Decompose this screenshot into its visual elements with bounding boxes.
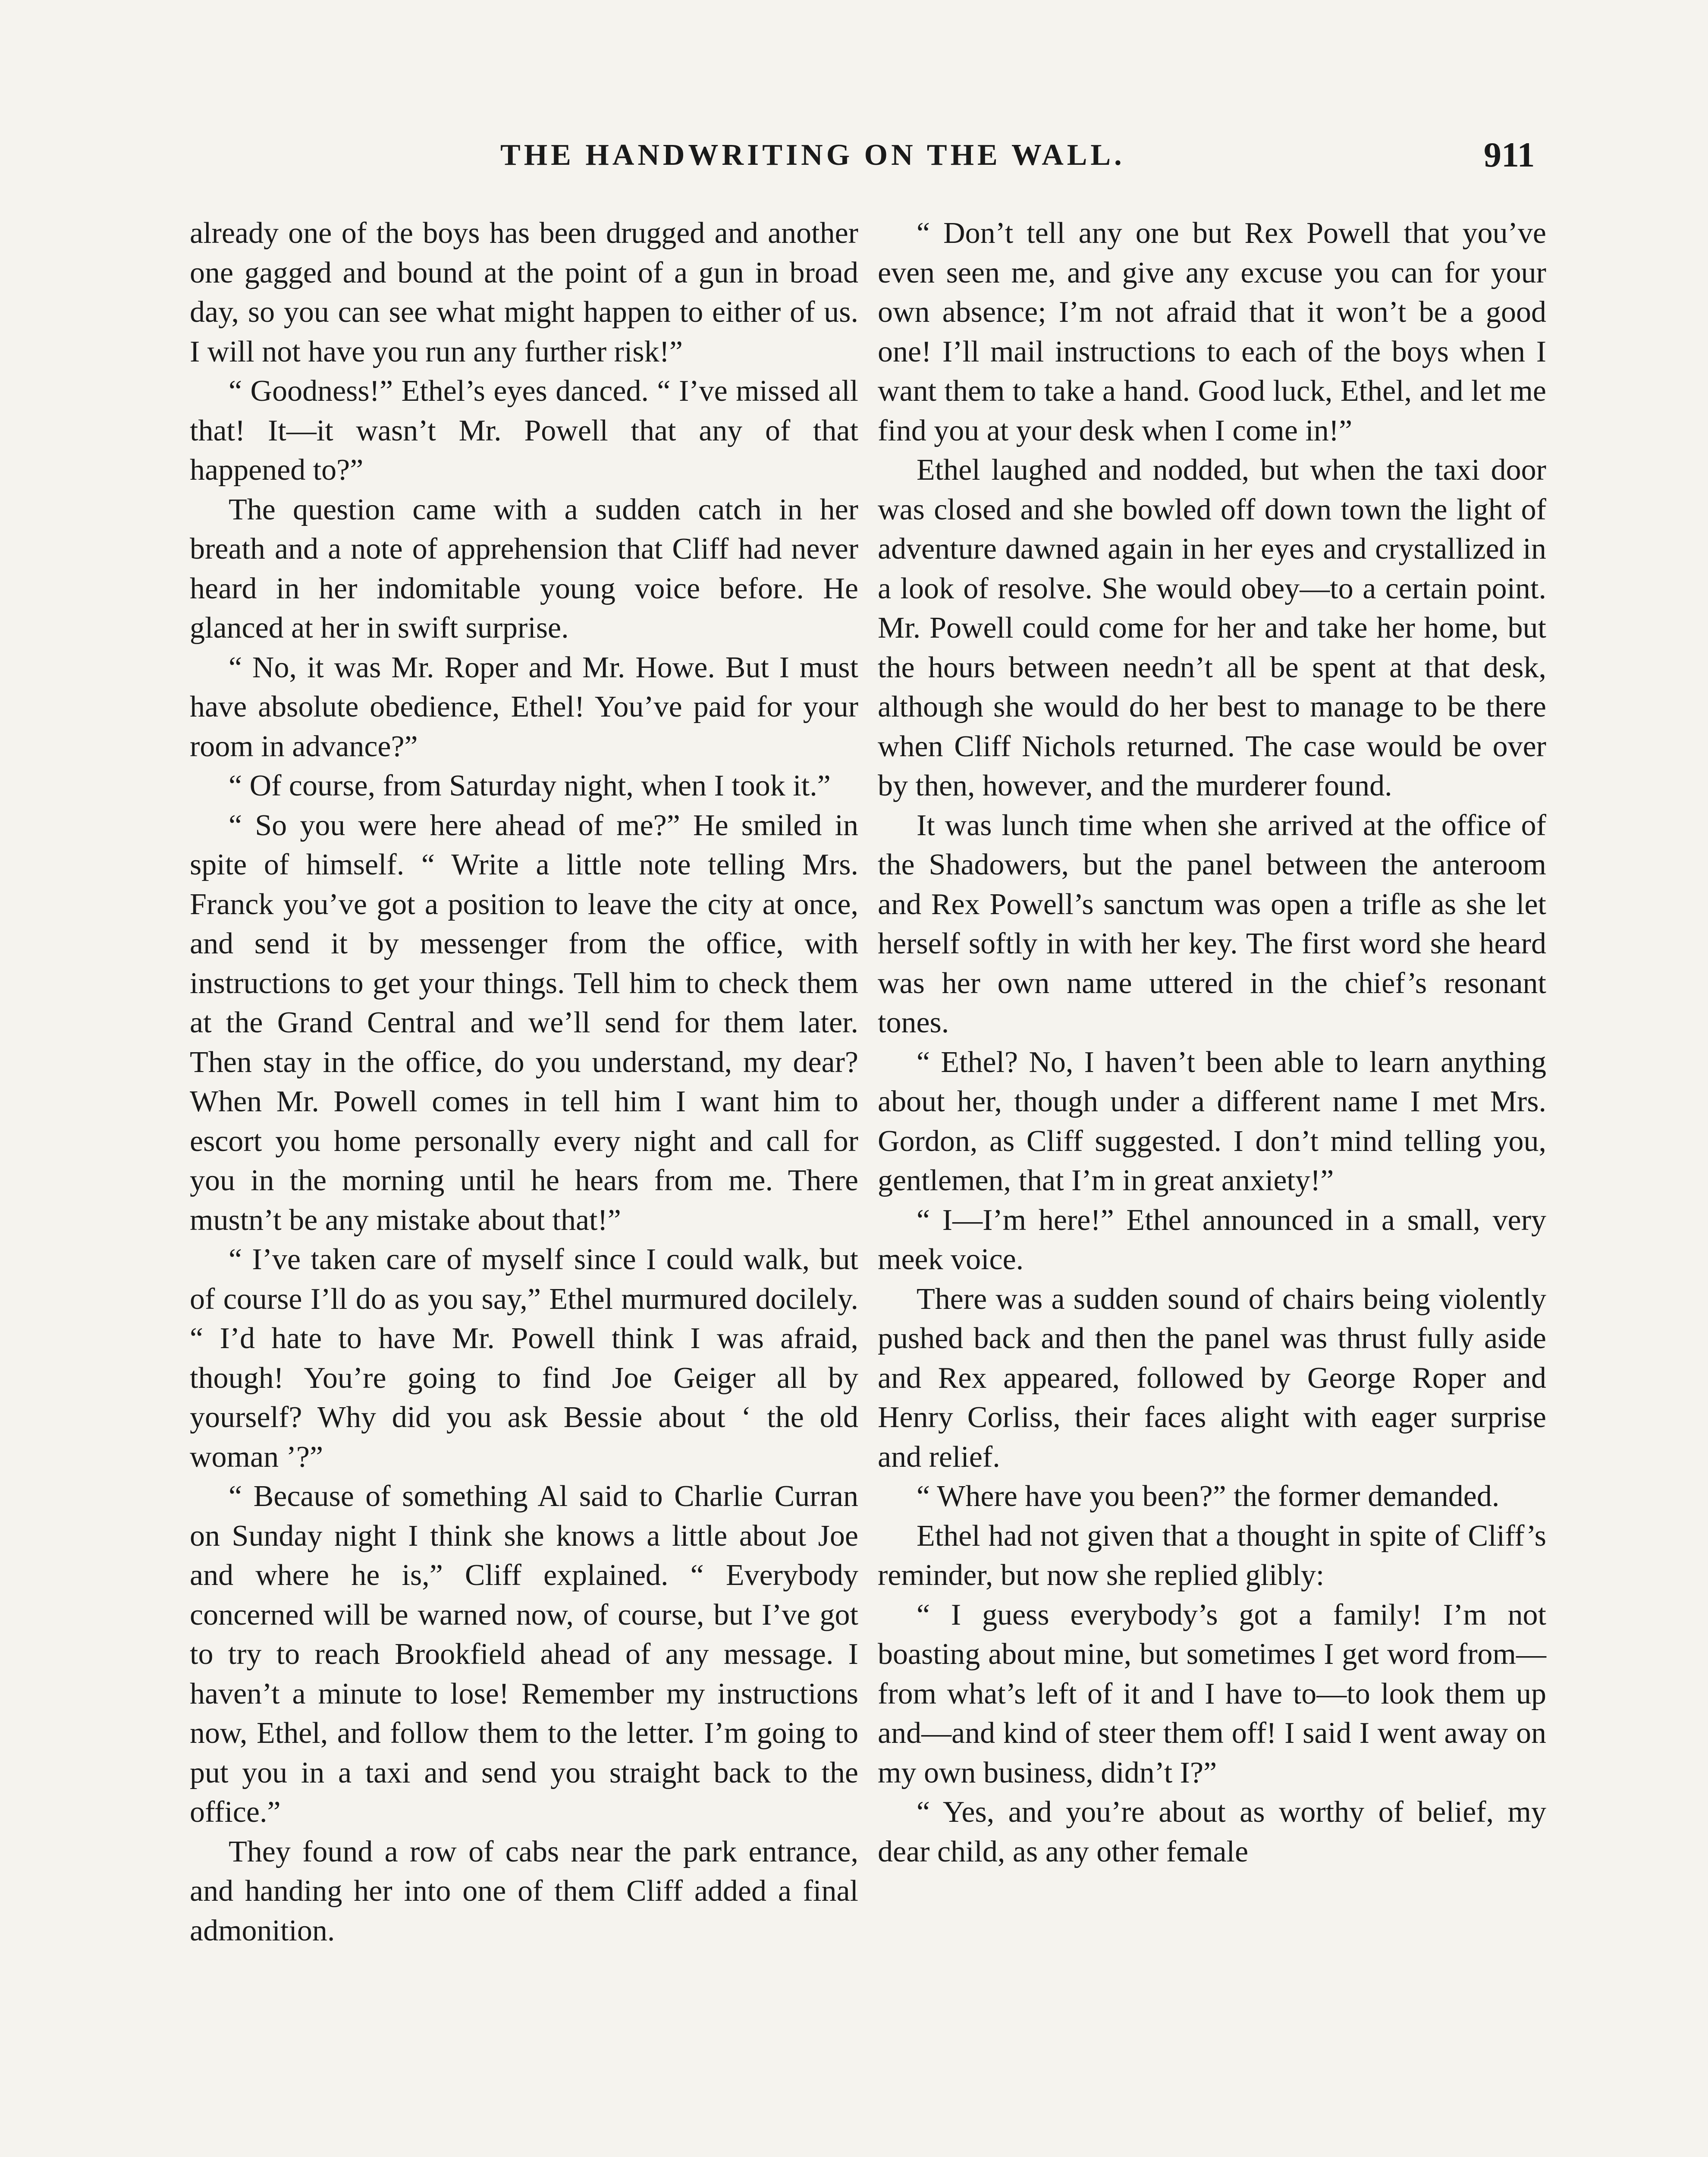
paragraph: “ Ethel? No, I haven’t been able to learn anything about her, though under a different name I met Mrs. Gordon, as Cliff suggested. I don’t mind telling you, gentlemen, that I’m in great anxiety!” [878, 1045, 1546, 1197]
paragraph: It was lunch time when she arrived at the office of the Shadowers, but the panel between the anteroom and Rex Powell’s sanctum was open a trifle as she let herself softly in with her key. The first word she heard was her own name uttered in the chief’s resonant tones. [878, 808, 1546, 1039]
paragraph: Ethel had not given that a thought in spite of Cliff’s reminder, but now she replied glibly: [878, 1519, 1546, 1592]
paragraph: “ No, it was Mr. Roper and Mr. Howe. But I must have absolute obedience, Ethel! You’ve paid for your room in advance?” [190, 651, 858, 763]
paragraph: “ Where have you been?” the former demanded. [917, 1480, 1500, 1513]
paragraph: “ Of course, from Saturday night, when I took it.” [229, 769, 831, 802]
paragraph: “ I—I’m here!” Ethel announced in a small, very meek voice. [878, 1203, 1546, 1276]
paragraph: “ Don’t tell any one but Rex Powell that you’ve even seen me, and give any excuse you can for your own absence; I’m not afraid that it won’t be a good one! I’ll mail instructions to each of the boys when I want them to take a hand. Good luck, Ethel, and let me find you at your desk when I come in!” [878, 217, 1546, 447]
left-column [190, 214, 858, 1950]
paragraph: “ Goodness!” Ethel’s eyes danced. “ I’ve missed all that! It—it wasn’t Mr. Powell that any of that happened to?” [190, 374, 858, 487]
paragraph: They found a row of cabs near the park entrance, and handing her into one of them Cliff added a final admonition. [190, 1835, 858, 1947]
paragraph: “ I’ve taken care of myself since I could walk, but of course I’ll do as you say,” Ethel murmured docilely. “ I’d hate to have Mr. Powell think I was afraid, though! You’re going to find Joe Geiger all by yourself? Why did you ask Bessie about ‘ the old woman ’?” [190, 1243, 858, 1474]
paragraph: “ So you were here ahead of me?” He smiled in spite of himself. “ Write a little note telling Mrs. Franck you’ve got a position to leave the city at once, and send it by messenger from the office, with instructions to get your things. Tell him to check them at the Grand Central and we’ll send for them later. Then stay in the office, do you understand, my dear? When Mr. Powell comes in tell him I want him to escort you home personally every night and call for you in the morning until he hears from me. There mustn’t be any mistake about that!” [190, 808, 858, 1237]
page-header [0, 135, 1708, 203]
page-number: 911 [1484, 135, 1535, 174]
paragraph: already one of the boys has been drugged and another one gagged and bound at the point of a gun in broad day, so you can see what might happen to either of us. I will not have you run any further risk!” [190, 217, 858, 368]
paragraph: “ Yes, and you’re about as worthy of belief, my dear child, as any other female [878, 1795, 1546, 1868]
paragraph: “ Because of something Al said to Charlie Curran on Sunday night I think she knows a little about Joe and where he is,” Cliff explained. “ Everybody concerned will be warned now, of course, but I’ve got to try to reach Brookfield ahead of any message. I haven’t a minute to lose! Remember my instructions now, Ethel, and follow them to the letter. I’m going to put you in a taxi and send you straight back to the office.” [190, 1480, 858, 1829]
running-head: THE HANDWRITING ON THE WALL. [500, 138, 1125, 172]
paragraph: Ethel laughed and nodded, but when the taxi door was closed and she bowled off down town the light of adventure dawned again in her eyes and crystallized in a look of resolve. She would obey—to a certain point. Mr. Powell could come for her and take her home, but the hours between needn’t all be spent at that desk, although she would do her best to manage to be there when Cliff Nichols returned. The case would be over by then, however, and the murderer found. [878, 453, 1546, 802]
paragraph: There was a sudden sound of chairs being violently pushed back and then the panel was thrust fully aside and Rex appeared, followed by George Roper and Henry Corliss, their faces alight with eager surprise and relief. [878, 1282, 1546, 1474]
right-column [878, 214, 1546, 1871]
paragraph: The question came with a sudden catch in her breath and a note of apprehension that Cliff had never heard in her indomitable young voice before. He glanced at her in swift surprise. [190, 493, 858, 645]
paragraph: “ I guess everybody’s got a family! I’m not boasting about mine, but sometimes I get word from—from what’s left of it and I have to—to look them up and—and kind of steer them off! I said I went away on my own business, didn’t I?” [878, 1598, 1546, 1789]
